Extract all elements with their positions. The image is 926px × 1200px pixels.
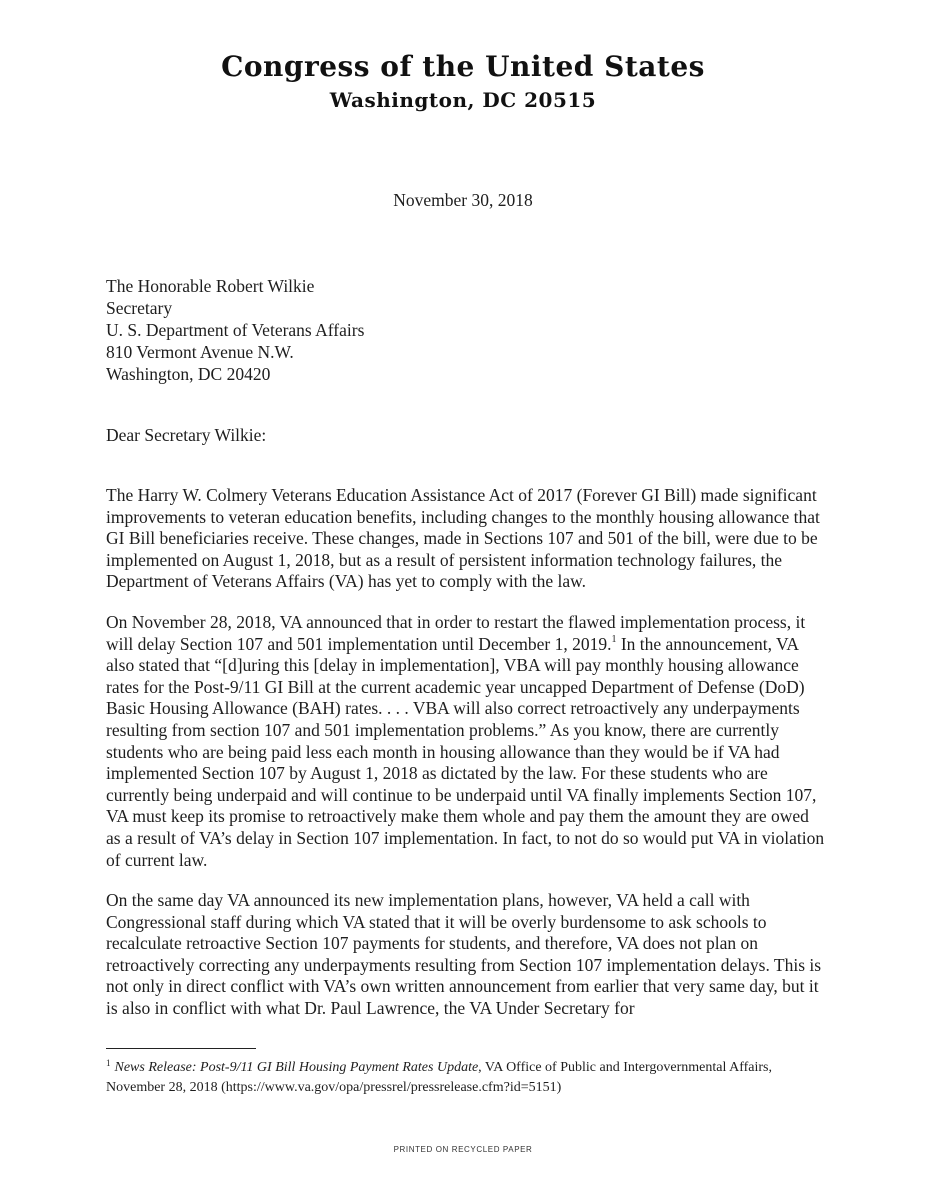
body-paragraph: The Harry W. Colmery Veterans Education Assistance Act of 2017 (Forever GI Bill) made significant improvements to veteran education benefits, including changes to the monthly housing allowance that GI Bill beneficiaries receive. These changes, made in Sections 107 and 501 of the bill, were due to be implemented on August 1, 2018, but as a result of persistent information technology failures, the Department of Veterans Affairs (VA) has yet to comply with the law. bbox=[106, 485, 820, 592]
paragraph-text: On November 28, 2018, VA announced that in order to restart the flawed implementation process, it will delay Section 107 and 501 implementation until December 1, 2019. bbox=[106, 611, 806, 654]
address-line: Washington, DC 20420 bbox=[106, 364, 271, 384]
footnote-source-details: , VA Office of Public and Intergovernmental Affairs, November 28, 2018 (https://www.va.gov/opa/pressrel/pressrelease.cfm?id=5151) bbox=[106, 1060, 772, 1095]
body-paragraph bbox=[106, 612, 826, 871]
address-line: The Honorable Robert Wilkie bbox=[106, 276, 315, 296]
address-line: Secretary bbox=[106, 298, 173, 318]
salutation: Dear Secretary Wilkie: bbox=[106, 425, 267, 445]
footnote bbox=[106, 1058, 826, 1097]
recipient-address bbox=[106, 275, 364, 385]
footnote-divider bbox=[106, 1048, 256, 1049]
letter-date: November 30, 2018 bbox=[393, 190, 533, 210]
footnote-reference: 1 bbox=[611, 633, 617, 645]
footnote-mark: 1 bbox=[106, 1058, 111, 1068]
address-line: 810 Vermont Avenue N.W. bbox=[106, 342, 294, 362]
footnote-source-title: News Release: Post-9/11 GI Bill Housing Payment Rates Update bbox=[114, 1060, 479, 1075]
body-paragraph: On the same day VA announced its new implementation plans, however, VA held a call with Congressional staff during which VA stated that it will be overly burdensome to ask schools to recalculate retroactive Section 107 payments for students, and therefore, VA does not plan on retroactively correcting any underpayments resulting from Section 107 implementation delays. This is not only in direct conflict with VA’s own written announcement from earlier that very same day, but it is also in conflict with what Dr. Paul Lawrence, the VA Under Secretary for bbox=[106, 890, 822, 1019]
paragraph-text: In the announcement, VA also stated that “[d]uring this [delay in implementation], VBA will pay monthly housing allowance rates for the Post-9/11 GI Bill at the current academic year uncapped Department of Defense (DoD) Basic Housing Allowance (BAH) rates. . . . VBA will also correct retroactively any underpayments resulting from section 107 and 501 implementation problems.” As you know, there are currently students who are being paid less each month in housing allowance than they would be if VA had implemented Section 107 by August 1, 2018 as dictated by the law. For these students who are currently being underpaid and will continue to be underpaid until VA finally implements Section 107, VA must keep its promise to retroactively make them whole and pay them the amount they are owed as a result of VA’s delay in Section 107 implementation. In fact, to not do so would put VA in violation of current law. bbox=[106, 633, 825, 870]
letterhead-subtitle: Washington, DC 20515 bbox=[329, 88, 597, 112]
letterhead-title: Congress of the United States bbox=[221, 50, 705, 83]
recycled-paper-notice: PRINTED ON RECYCLED PAPER bbox=[393, 1145, 533, 1154]
letter-body bbox=[106, 485, 826, 1039]
address-line: U. S. Department of Veterans Affairs bbox=[106, 320, 365, 340]
